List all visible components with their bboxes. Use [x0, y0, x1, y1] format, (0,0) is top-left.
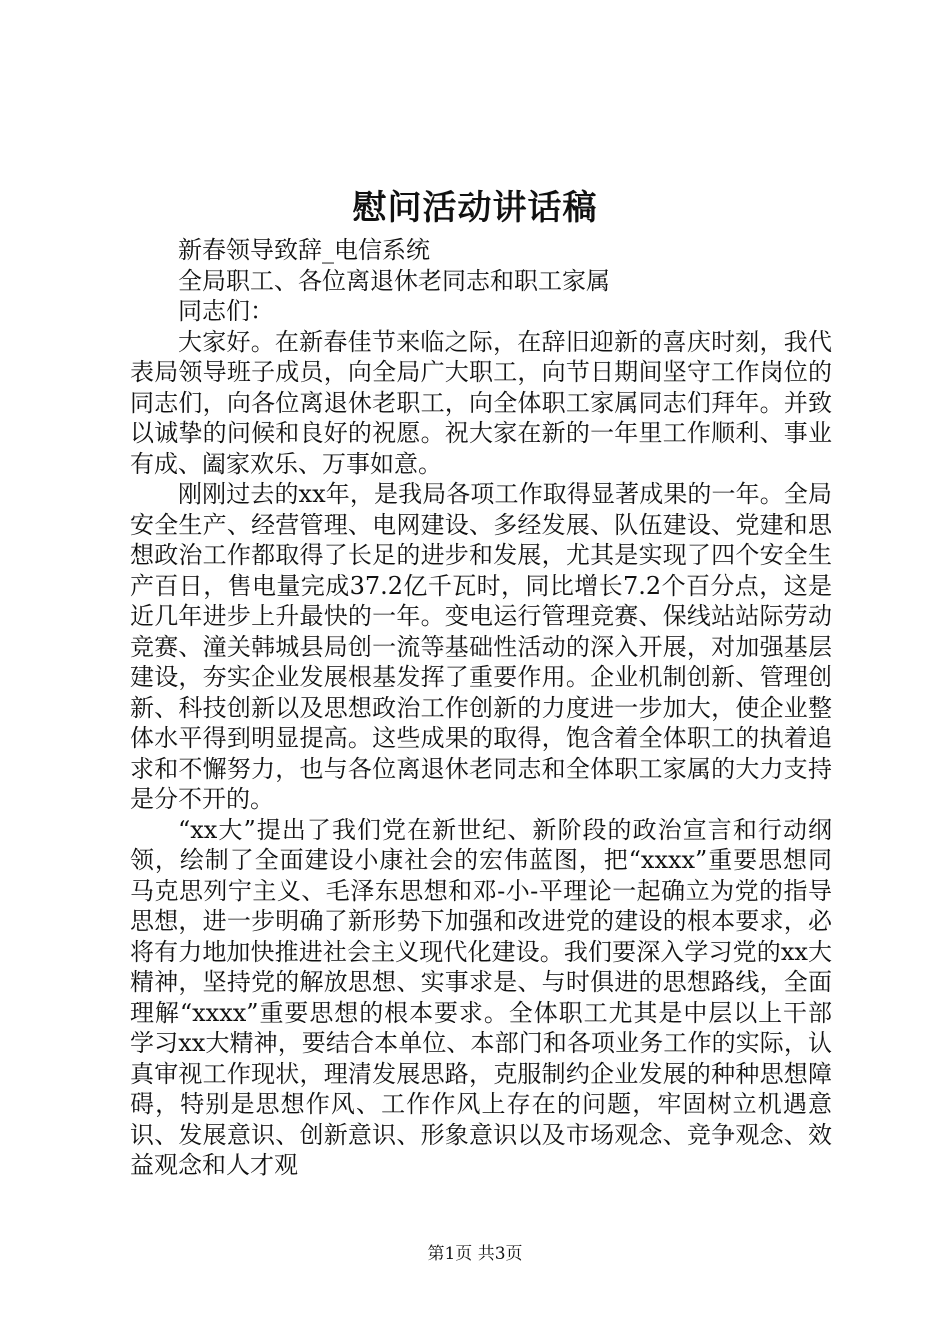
- paragraph-achievements: 刚刚过去的xx年，是我局各项工作取得显著成果的一年。全局安全生产、经营管理、电网建设、多经发展、队伍建设、党建和思想政治工作都取得了长足的进步和发展，尤其是实现了四个安全生产百日，售电量完成37.2亿千瓦时，同比增长7.2个百分点，这是近几年进步上升最快的一年。变电运行管理竞赛、保线站站际劳动竞赛、潼关韩城县局创一流等基础性活动的深入开展，对加强基层建设，夯实企业发展根基发挥了重要作用。企业机制创新、管理创新、科技创新以及思想政治工作创新的力度进一步加大，使企业整体水平得到明显提高。这些成果的取得，饱含着全体职工的执着追求和不懈努力，也与各位离退休老同志和全体职工家属的大力支持是分不开的。: [130, 480, 832, 813]
- document-body: [130, 235, 832, 1181]
- paragraph-subtitle: 新春领导致辞_电信系统: [178, 236, 430, 264]
- paragraph-greeting: 大家好。在新春佳节来临之际，在辞旧迎新的喜庆时刻，我代表局领导班子成员，向全局广大职工，向节日期间坚守工作岗位的同志们，向各位离退休老职工，向全体职工家属同志们拜年。并致以诚挚的问候和良好的祝愿。祝大家在新的一年里工作顺利、事业有成、阖家欢乐、万事如意。: [130, 327, 832, 478]
- document-title: 慰问活动讲话稿: [352, 188, 598, 228]
- paragraph-addressee: 全局职工、各位离退休老同志和职工家属: [178, 266, 610, 295]
- page-footer: 第1页 共3页: [427, 1244, 523, 1264]
- paragraph-salutation: 同志们：: [178, 297, 274, 325]
- paragraph-party-congress: “xx大”提出了我们党在新世纪、新阶段的政治宣言和行动纲领，绘制了全面建设小康社会的宏伟蓝图，把“xxxx”重要思想同马克思列宁主义、毛泽东思想和邓-小-平理论一起确立为党的指导思想，进一步明确了新形势下加强和改进党的建设的根本要求，必将有力地加快推进社会主义现代化建设。我们要深入学习党的xx大精神，坚持党的解放思想、实事求是、与时俱进的思想路线，全面理解“xxxx”重要思想的根本要求。全体职工尤其是中层以上干部学习xx大精神，要结合本单位、本部门和各项业务工作的实际，认真审视工作现状，理清发展思路，克服制约企业发展的种种思想障碍，特别是思想作风、工作作风上存在的问题，牢固树立机遇意识、发展意识、创新意识、形象意识以及市场观念、竞争观念、效益观念和人才观: [130, 815, 832, 1179]
